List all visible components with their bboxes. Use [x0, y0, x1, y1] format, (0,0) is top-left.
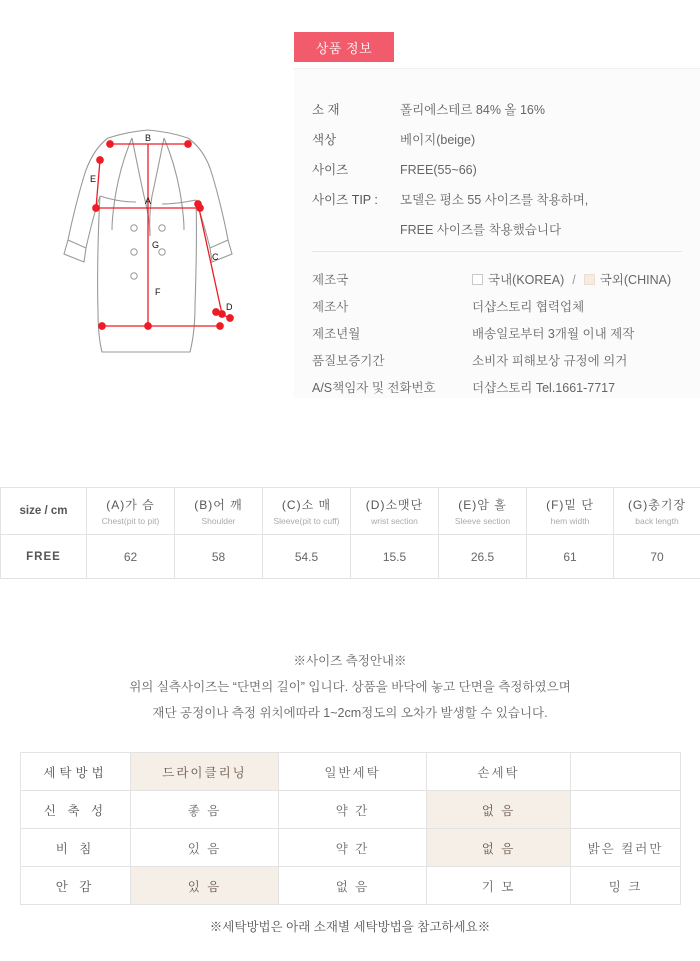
- wash-cell-lining-yes: 있 음: [131, 867, 279, 905]
- info-row-color: [312, 125, 700, 155]
- size-cell-shoulder: 58: [175, 535, 263, 579]
- info-value-size-tip-line2: FREE 사이즈를 착용했습니다: [400, 223, 562, 237]
- size-table-corner: size / cm: [1, 488, 87, 535]
- svg-text:E: E: [90, 174, 97, 184]
- info-value-warranty: 소비자 피해보상 규정에 의거: [472, 354, 628, 368]
- info-row-origin: [312, 267, 671, 294]
- info-row-size-tip: [312, 185, 700, 215]
- info-value-size-tip: 모델은 평소 55 사이즈를 착용하며,: [400, 193, 589, 207]
- info-label-size: 사이즈: [312, 163, 349, 177]
- info-value-origin: [472, 267, 671, 294]
- info-row-as-contact: [312, 375, 671, 402]
- wash-row-label-sheer: 비 침: [21, 829, 131, 867]
- wash-cell-stretch-extra: [571, 791, 681, 829]
- info-value-as-contact: 더샵스토리 Tel.1661-7717: [472, 381, 616, 395]
- manufacture-list: [294, 267, 671, 402]
- wash-cell-sheer-yes: 있 음: [131, 829, 279, 867]
- table-row: [21, 867, 681, 905]
- wash-care-table: [20, 752, 681, 905]
- wash-row-label-method: 세탁방법: [21, 753, 131, 791]
- size-col-chest: (A)가 슴 Chest(pit to pit): [87, 488, 175, 535]
- info-row-warranty: [312, 348, 671, 375]
- table-row: [1, 535, 700, 579]
- wash-cell-lining-fleece: 기 모: [427, 867, 571, 905]
- product-info-section: [0, 0, 700, 440]
- wash-footer-note: ※세탁방법은 아래 소재별 세탁방법을 참고하세요※: [209, 920, 491, 934]
- info-row-manufacturer: [312, 294, 671, 321]
- wash-cell-stretch-good: 좋 음: [131, 791, 279, 829]
- info-row-size: [312, 155, 700, 185]
- size-cell-chest: 62: [87, 535, 175, 579]
- size-cell-armhole: 26.5: [439, 535, 527, 579]
- size-col-length: (G)총기장 back length: [614, 488, 700, 535]
- info-value-size: FREE(55~66): [400, 163, 477, 177]
- size-col-armhole: (E)암 홀 Sleeve section: [439, 488, 527, 535]
- checkbox-korea[interactable]: [472, 274, 483, 285]
- wash-cell-sheer-extra: 밝은 컬러만: [571, 829, 681, 867]
- wash-cell-lining-no: 없 음: [279, 867, 427, 905]
- wash-cell-sheer-slight: 약 간: [279, 829, 427, 867]
- notice-line-3: 재단 공정이나 측정 위치에따라 1~2cm정도의 오차가 발생할 수 있습니다.: [152, 706, 548, 720]
- size-cell-length: 70: [614, 535, 700, 579]
- notice-line-1: ※사이즈 측정안내※: [293, 654, 407, 668]
- size-table: [0, 487, 700, 579]
- wash-cell-normalwash: 일반세탁: [279, 753, 427, 791]
- size-cell-wrist: 15.5: [351, 535, 439, 579]
- coat-measurement-diagram: [40, 100, 280, 390]
- size-row-label-free: FREE: [1, 535, 87, 579]
- info-label-manufacture-date: 제조년월: [312, 327, 361, 341]
- info-value-material: 폴리에스테르 84% 올 16%: [400, 103, 545, 117]
- info-label-material: 소 재: [312, 103, 340, 117]
- size-col-wrist: (D)소맷단 wrist section: [351, 488, 439, 535]
- svg-text:G: G: [152, 240, 160, 250]
- size-cell-hem: 61: [527, 535, 614, 579]
- info-label-origin: 제조국: [312, 273, 349, 287]
- wash-row-label-stretch: 신 축 성: [21, 791, 131, 829]
- panel-divider: [312, 251, 682, 252]
- table-row: [21, 753, 681, 791]
- info-label-manufacturer: 제조사: [312, 300, 349, 314]
- table-row: [21, 791, 681, 829]
- info-label-color: 색상: [312, 133, 337, 147]
- info-value-manufacture-date: 배송일로부터 3개월 이내 제작: [472, 327, 635, 341]
- svg-text:F: F: [155, 287, 161, 297]
- wash-cell-sheer-none: 없 음: [427, 829, 571, 867]
- checkbox-china[interactable]: [584, 274, 595, 285]
- product-info-badge: 상품 정보: [294, 32, 394, 62]
- size-col-sleeve: (C)소 매 Sleeve(pit to cuff): [263, 488, 351, 535]
- product-info-panel: [294, 68, 700, 398]
- checkbox-china-label: 국외(CHINA): [599, 273, 672, 287]
- wash-cell-method-extra: [571, 753, 681, 791]
- info-row-material: [312, 95, 700, 125]
- wash-cell-stretch-slight: 약 간: [279, 791, 427, 829]
- info-value-manufacturer: 더샵스토리 협력업체: [472, 300, 585, 314]
- checkbox-korea-label: 국내(KOREA): [488, 273, 565, 287]
- notice-line-2: 위의 실측사이즈는 “단면의 길이” 입니다. 상품을 바닥에 놓고 단면을 측정하였으며: [129, 680, 571, 694]
- info-label-size-tip: 사이즈 TIP :: [312, 193, 378, 207]
- wash-cell-stretch-none: 없 음: [427, 791, 571, 829]
- size-measure-notice: [0, 648, 700, 726]
- svg-text:D: D: [226, 302, 233, 312]
- size-col-shoulder: (B)어 깨 Shoulder: [175, 488, 263, 535]
- info-value-color: 베이지(beige): [400, 133, 476, 147]
- wash-cell-handwash: 손세탁: [427, 753, 571, 791]
- product-info-basic-list: [294, 69, 700, 245]
- info-row-manufacture-date: [312, 321, 671, 348]
- origin-separator: /: [572, 273, 576, 287]
- wash-cell-lining-mink: 밍 크: [571, 867, 681, 905]
- info-label-warranty: 품질보증기간: [312, 354, 385, 368]
- svg-text:A: A: [145, 196, 152, 206]
- size-table-header-row: [1, 488, 700, 535]
- svg-text:C: C: [212, 252, 219, 262]
- size-col-hem: (F)밑 단 hem width: [527, 488, 614, 535]
- table-row: [21, 829, 681, 867]
- svg-text:B: B: [145, 133, 152, 143]
- wash-row-label-lining: 안 감: [21, 867, 131, 905]
- info-label-as-contact: A/S책임자 및 전화번호: [312, 381, 436, 395]
- size-cell-sleeve: 54.5: [263, 535, 351, 579]
- wash-cell-dryclean: 드라이클리닝: [131, 753, 279, 791]
